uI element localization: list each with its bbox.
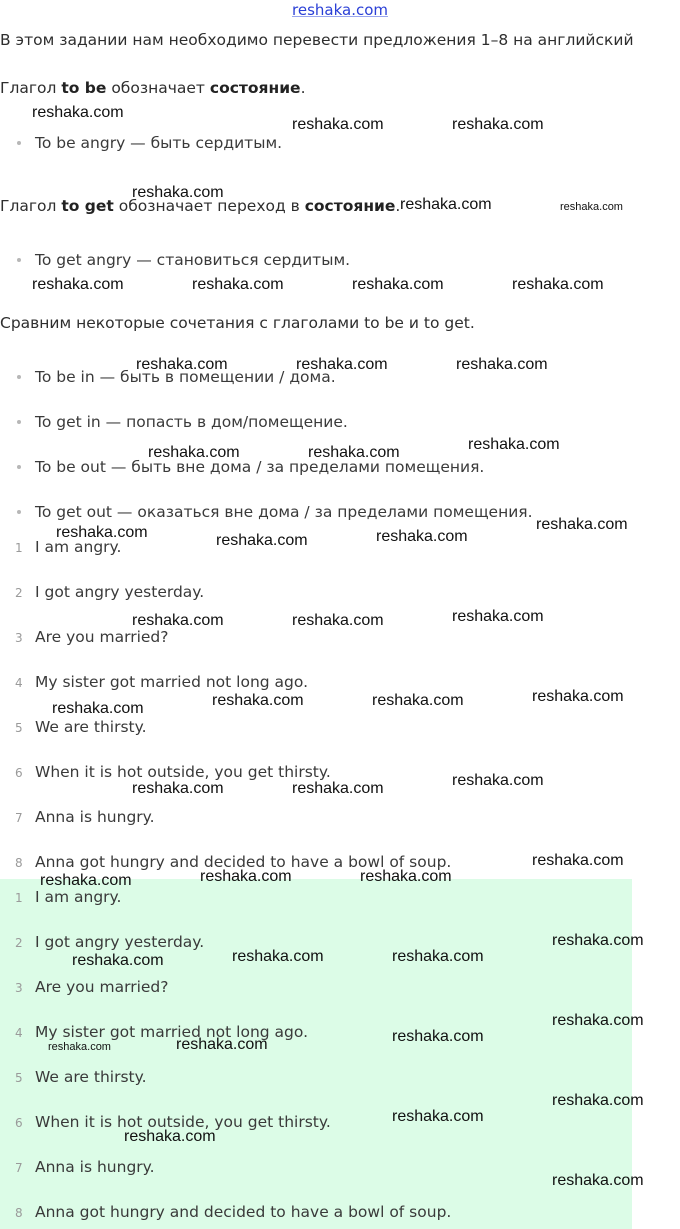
watermark: reshaka.com xyxy=(552,1012,644,1029)
watermark: reshaka.com xyxy=(216,532,308,549)
watermark: reshaka.com xyxy=(212,692,304,709)
list-item: To be angry — быть сердитым. xyxy=(17,134,282,152)
watermark: reshaka.com xyxy=(292,116,384,133)
answer-block xyxy=(0,879,632,1229)
watermark: reshaka.com xyxy=(200,868,292,885)
watermark: reshaka.com xyxy=(32,276,124,293)
bullet-icon xyxy=(17,141,21,145)
watermark: reshaka.com xyxy=(552,1172,644,1189)
answer-row: 1 I am angry. xyxy=(15,888,122,906)
watermark: reshaka.com xyxy=(392,1108,484,1125)
watermark: reshaka.com xyxy=(372,692,464,709)
watermark: reshaka.com xyxy=(392,1028,484,1045)
watermark: reshaka.com xyxy=(360,868,452,885)
paragraph-to-get: Глагол to get обозначает переход в состояние. xyxy=(0,197,401,215)
sentence-row: 3 Are you married? xyxy=(15,628,169,646)
watermark: reshaka.com xyxy=(40,872,132,889)
watermark: reshaka.com xyxy=(468,436,560,453)
watermark: reshaka.com xyxy=(560,201,623,213)
watermark: reshaka.com xyxy=(292,612,384,629)
sentence-row: 2 I got angry yesterday. xyxy=(15,583,205,601)
sentence-row: 7 Anna is hungry. xyxy=(15,808,155,826)
bullet-icon xyxy=(17,258,21,262)
watermark: reshaka.com xyxy=(72,952,164,969)
watermark: reshaka.com xyxy=(532,688,624,705)
site-link[interactable]: reshaka.com xyxy=(292,1,388,19)
bullet-icon xyxy=(17,375,21,379)
watermark: reshaka.com xyxy=(176,1036,268,1053)
paragraph-compare: Сравним некоторые сочетания с глаголами to be и to get. xyxy=(0,314,475,332)
watermark: reshaka.com xyxy=(296,356,388,373)
list-item: To get angry — становиться сердитым. xyxy=(17,251,350,269)
watermark: reshaka.com xyxy=(352,276,444,293)
watermark: reshaka.com xyxy=(56,524,148,541)
list-item: To get in — попасть в дом/помещение. xyxy=(17,413,348,431)
watermark: reshaka.com xyxy=(552,932,644,949)
answer-row: 6 When it is hot outside, you get thirsty. xyxy=(15,1113,331,1131)
answer-row: 5 We are thirsty. xyxy=(15,1068,147,1086)
paragraph-to-be: Глагол to be обозначает состояние. xyxy=(0,79,306,97)
watermark: reshaka.com xyxy=(136,356,228,373)
watermark: reshaka.com xyxy=(148,444,240,461)
sentence-row: 4 My sister got married not long ago. xyxy=(15,673,309,691)
watermark: reshaka.com xyxy=(32,104,124,121)
watermark: reshaka.com xyxy=(132,184,224,201)
watermark: reshaka.com xyxy=(232,948,324,965)
watermark: reshaka.com xyxy=(124,1128,216,1145)
bullet-icon xyxy=(17,465,21,469)
sentence-row: 6 When it is hot outside, you get thirsty. xyxy=(15,763,331,781)
watermark: reshaka.com xyxy=(400,196,492,213)
watermark: reshaka.com xyxy=(392,948,484,965)
watermark: reshaka.com xyxy=(132,612,224,629)
watermark: reshaka.com xyxy=(192,276,284,293)
answer-row: 7 Anna is hungry. xyxy=(15,1158,155,1176)
answer-row: 2 I got angry yesterday. xyxy=(15,933,205,951)
watermark: reshaka.com xyxy=(376,528,468,545)
watermark: reshaka.com xyxy=(452,116,544,133)
watermark: reshaka.com xyxy=(532,852,624,869)
watermark: reshaka.com xyxy=(552,1092,644,1109)
answer-row: 3 Are you married? xyxy=(15,978,169,996)
list-item: To be in — быть в помещении / дома. xyxy=(17,368,336,386)
sentence-row: 5 We are thirsty. xyxy=(15,718,147,736)
intro-text: В этом задании нам необходимо перевести предложения 1–8 на английский xyxy=(0,31,634,49)
watermark: reshaka.com xyxy=(536,516,628,533)
answer-row: 4 My sister got married not long ago. xyxy=(15,1023,309,1041)
watermark: reshaka.com xyxy=(452,608,544,625)
bullet-icon xyxy=(17,510,21,514)
watermark: reshaka.com xyxy=(308,444,400,461)
answer-row: 8 Anna got hungry and decided to have a bowl of soup. xyxy=(15,1203,452,1221)
watermark: reshaka.com xyxy=(52,700,144,717)
watermark: reshaka.com xyxy=(48,1041,111,1053)
list-item: To be out — быть вне дома / за пределами помещения. xyxy=(17,458,484,476)
sentence-row: 8 Anna got hungry and decided to have a bowl of soup. xyxy=(15,853,452,871)
sentence-row: 1 I am angry. xyxy=(15,538,122,556)
watermark: reshaka.com xyxy=(132,780,224,797)
list-item: To get out — оказаться вне дома / за пределами помещения. xyxy=(17,503,533,521)
watermark: reshaka.com xyxy=(292,780,384,797)
watermark: reshaka.com xyxy=(512,276,604,293)
bullet-icon xyxy=(17,420,21,424)
watermark: reshaka.com xyxy=(456,356,548,373)
watermark: reshaka.com xyxy=(452,772,544,789)
